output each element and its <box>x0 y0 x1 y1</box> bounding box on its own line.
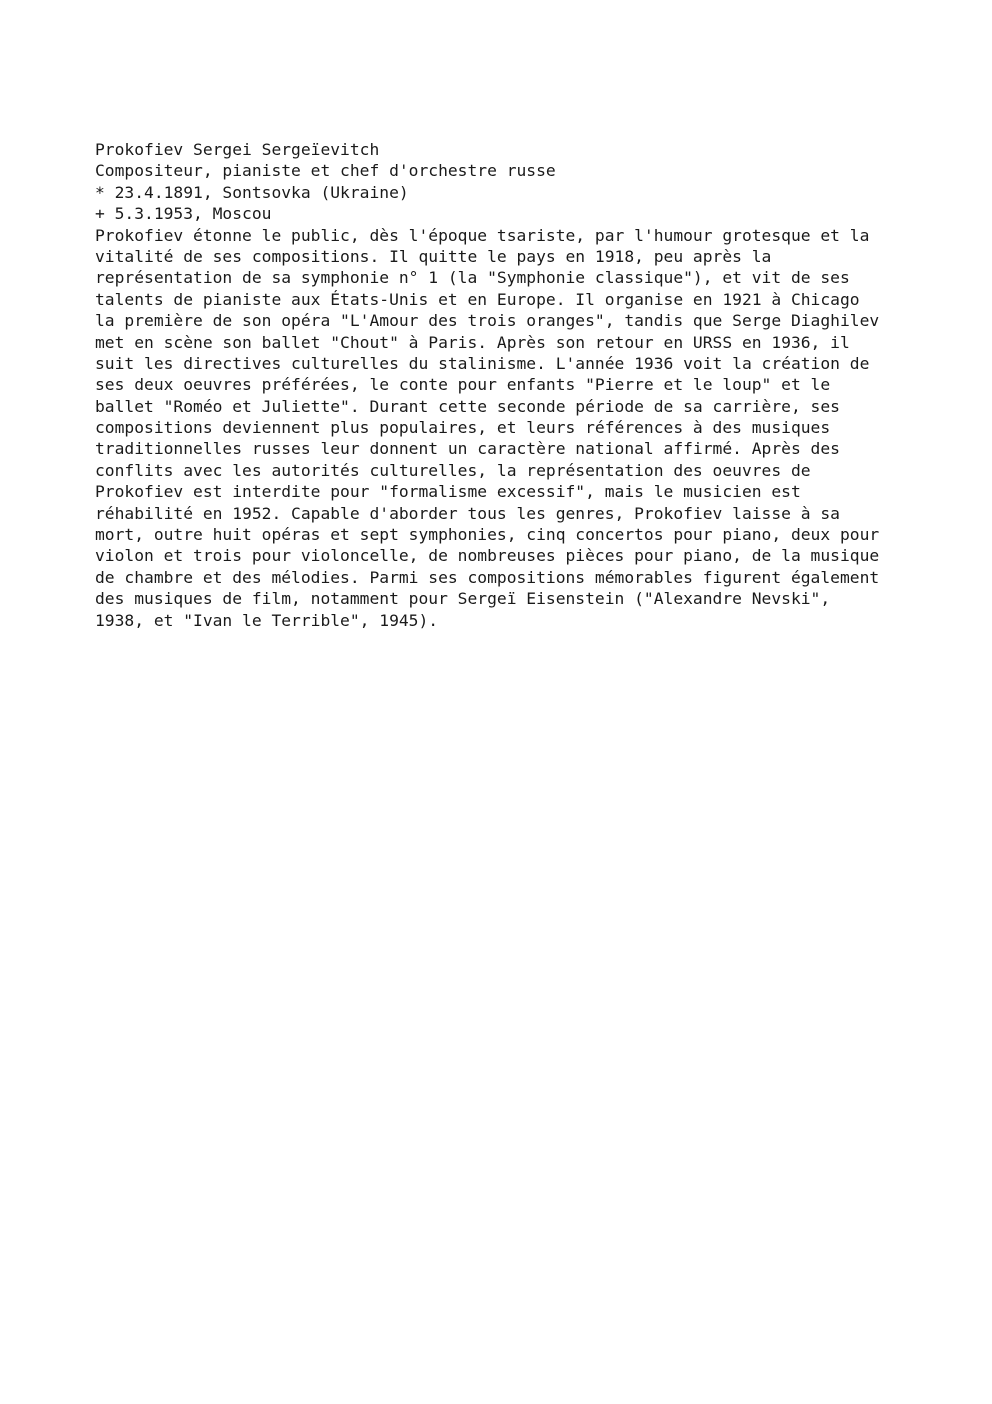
body-line: réhabilité en 1952. Capable d'aborder tous les genres, Prokofiev laisse à sa <box>95 503 840 523</box>
body-line: 1938, et "Ivan le Terrible", 1945). <box>95 610 439 630</box>
body-line: met en scène son ballet "Chout" à Paris. Après son retour en URSS en 1936, il <box>95 332 850 352</box>
composer-name: Prokofiev Sergei Sergeïevitch <box>95 140 380 159</box>
body-line: mort, outre huit opéras et sept symphonies, cinq concertos pour piano, deux pour <box>95 525 880 545</box>
body-line: conflits avec les autorités culturelles, la représentation des oeuvres de <box>95 460 811 480</box>
body-line: ses deux oeuvres préférées, le conte pour enfants "Pierre et le loup" et le <box>95 375 831 395</box>
body-line: représentation de sa symphonie n° 1 (la "Symphonie classique"), et vit de ses <box>95 268 850 288</box>
biography-text <box>95 139 915 631</box>
body-line: traditionnelles russes leur donnent un caractère national affirmé. Après des <box>95 439 840 459</box>
body-line: talents de pianiste aux États-Unis et en Europe. Il organise en 1921 à Chicago <box>95 289 860 309</box>
composer-occupation: Compositeur, pianiste et chef d'orchestre russe <box>95 161 556 181</box>
body-line: violon et trois pour violoncelle, de nombreuses pièces pour piano, de la musique <box>95 546 880 566</box>
body-line: la première de son opéra "L'Amour des trois oranges", tandis que Serge Diaghilev <box>95 311 880 331</box>
body-line: vitalité de ses compositions. Il quitte le pays en 1918, peu après la <box>95 246 772 266</box>
body-line: ballet "Roméo et Juliette". Durant cette seconde période de sa carrière, ses <box>95 396 840 416</box>
death-line: + 5.3.1953, Moscou <box>95 204 272 224</box>
body-line: Prokofiev est interdite pour "formalisme excessif", mais le musicien est <box>95 482 801 502</box>
body-line: de chambre et des mélodies. Parmi ses compositions mémorables figurent également <box>95 567 880 587</box>
body-line: des musiques de film, notamment pour Sergeï Eisenstein ("Alexandre Nevski", <box>95 589 831 609</box>
birth-line: * 23.4.1891, Sontsovka (Ukraine) <box>95 182 409 202</box>
body-line: Prokofiev étonne le public, dès l'époque tsariste, par l'humour grotesque et la <box>95 225 870 245</box>
body-line: suit les directives culturelles du stalinisme. L'année 1936 voit la création de <box>95 353 870 373</box>
body-line: compositions deviennent plus populaires, et leurs références à des musiques <box>95 418 831 438</box>
